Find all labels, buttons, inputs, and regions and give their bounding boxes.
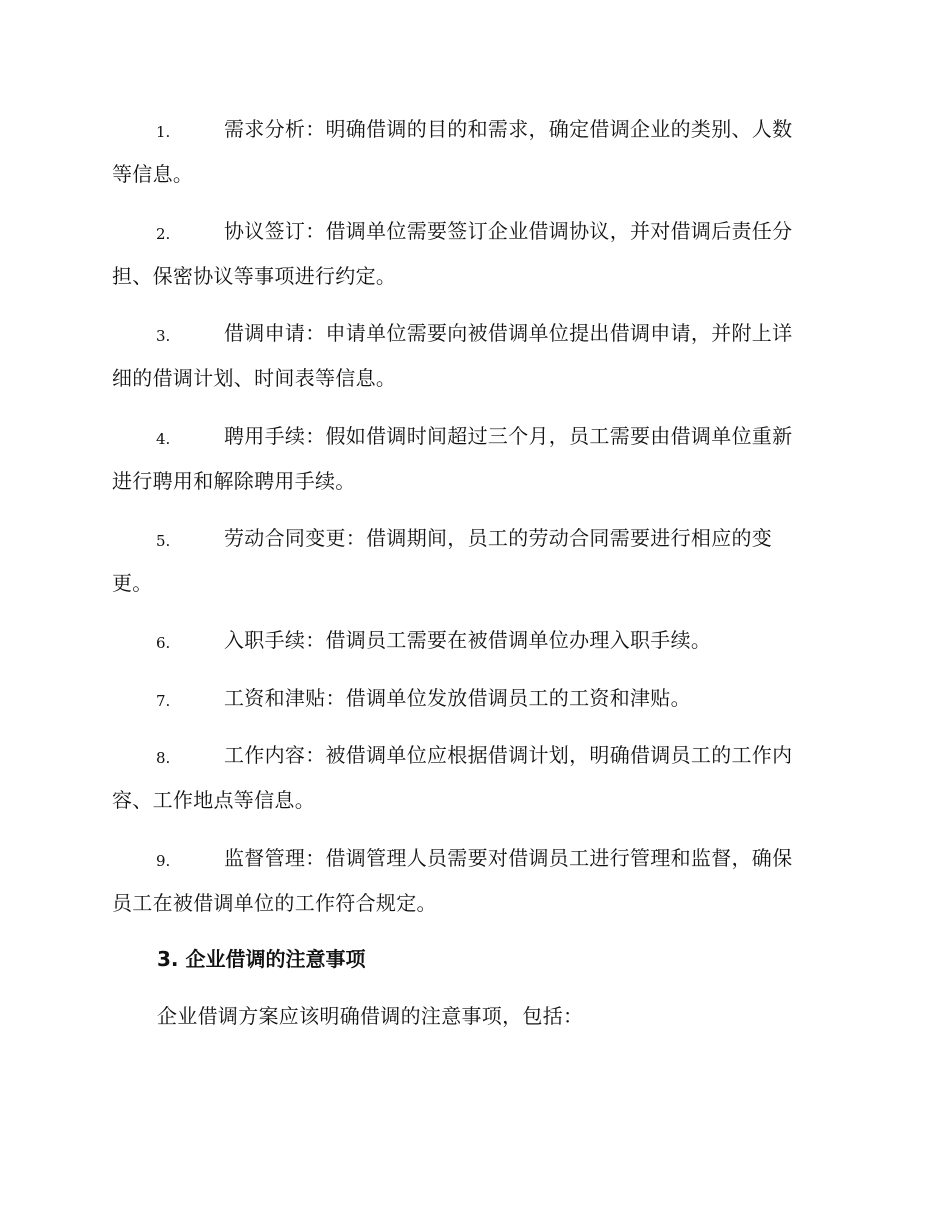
list-item-text-line1: 借调申请：申请单位需要向被借调单位提出借调申请，并附上详 — [224, 321, 793, 345]
list-item-number: 1. — [156, 123, 171, 141]
list-item-text-line2: 细的借调计划、时间表等信息。 — [112, 366, 397, 390]
list-item-text-line1: 需求分析：明确借调的目的和需求，确定借调企业的类别、人数 — [224, 117, 793, 141]
list-item-number: 3. — [156, 327, 171, 345]
list-item-text-line1: 聘用手续：假如借调时间超过三个月，员工需要由借调单位重新 — [224, 424, 793, 448]
list-item-text-line2: 等信息。 — [112, 162, 194, 186]
list-item-text-line1: 工资和津贴：借调单位发放借调员工的工资和津贴。 — [224, 686, 691, 710]
list-item-text-line2: 容、工作地点等信息。 — [112, 788, 315, 812]
list-item-text-line1: 监督管理：借调管理人员需要对借调员工进行管理和监督，确保 — [224, 846, 793, 870]
list-item-number: 7. — [156, 692, 171, 710]
list-item-number: 2. — [156, 225, 171, 243]
list-item-text-line2: 担、保密协议等事项进行约定。 — [112, 264, 397, 288]
list-item-number: 8. — [156, 749, 171, 767]
list-item-text-line1: 协议签订：借调单位需要签订企业借调协议，并对借调后责任分 — [224, 219, 793, 243]
list-item-text-line2: 员工在被借调单位的工作符合规定。 — [112, 891, 437, 915]
list-item-text-line1: 工作内容：被借调单位应根据借调计划，明确借调员工的工作内 — [224, 743, 793, 767]
section-heading: 3. 企业借调的注意事项 — [157, 947, 366, 971]
section-intro-paragraph: 企业借调方案应该明确借调的注意事项，包括： — [157, 1004, 584, 1028]
list-item-number: 5. — [156, 532, 171, 550]
list-item-number: 4. — [156, 430, 171, 448]
list-item-text-line2: 进行聘用和解除聘用手续。 — [112, 469, 356, 493]
list-item-number: 9. — [156, 852, 171, 870]
list-item-number: 6. — [156, 634, 171, 652]
list-item-text-line2: 更。 — [112, 571, 153, 595]
list-item-text-line1: 入职手续：借调员工需要在被借调单位办理入职手续。 — [224, 628, 712, 652]
list-item-text-line1: 劳动合同变更：借调期间，员工的劳动合同需要进行相应的变 — [224, 526, 773, 550]
